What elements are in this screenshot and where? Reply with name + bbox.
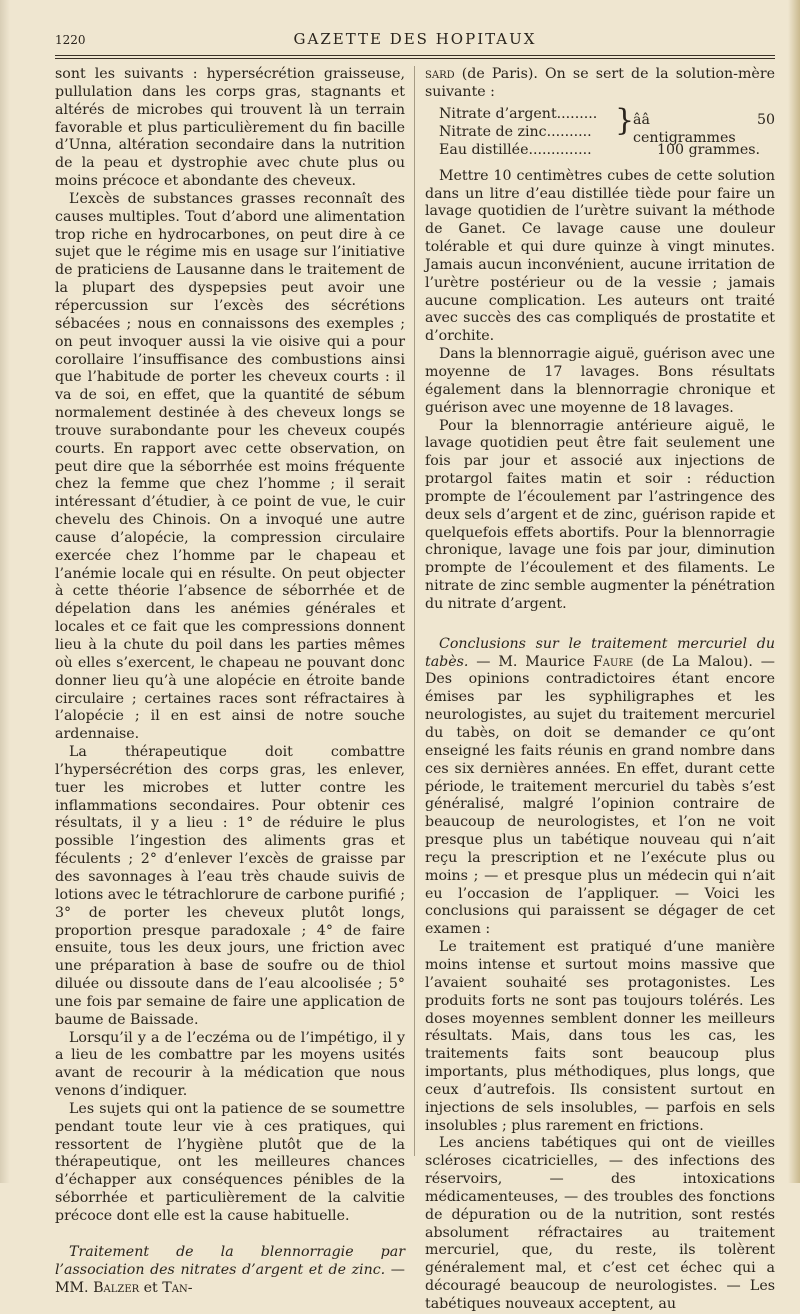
right-paragraph-3: Pour la blennorragie antérieure aiguë, le lavage quotidien peut être fait seulement une fois par jour et associé aux injections de protargol faites matin et soir : réduction prompte de l’écoulement par l’astringence des deux sels d’argent et de zinc, guérison rapide et quelquefois effets abortifs. Pour la blennorragie chronique, lavage une fois par jour, diminution prompte de l’écoulement et des filaments. Le nitrate de zinc semble augmenter la pénétration du nitrate d’argent. [425,417,775,612]
header-rule-bottom [55,58,775,59]
author-faure: Faure [592,653,634,670]
right-paragraph-0-text: (de Paris). On se sert de la solution-mère suivante : [425,66,775,100]
author-balzer: Balzer [93,1279,140,1296]
page-edge-right [788,0,800,1183]
right-paragraph-4: Le traitement est pratiqué d’une manière moins intense et surtout moins massive que l’avaient souhaité ses protagonistes. Les produits forts ne sont pas toujours tolérés. Les doses moyennes semblent donner les meilleurs résultats. Mais, dans tous les cas, les traitements faits sont beaucoup plus importants, plus méthodiques, plus longs, que ceux d’autrefois. Ils consistent surtout en injections de sels insolubles, — parfois en sels insolubles ; plus rarement en frictions. [425,939,775,1134]
author-tansard-rest: sard [425,66,455,82]
left-paragraph-3: La thérapeutique doit combattre l’hypersécrétion des corps gras, les enlever, tuer les microbes et lutter contre les inflammations secondaires. Pour obtenir ces résultats, il y a lieu : 1° de réduire le plus possible l’ingestion des aliments gras et féculents ; 2° d’enlever l’excès de graisse par des savonnages à l’eau très chaude suivis de lotions avec le tétrachlorure de carbone purifié ; 3° de porter les cheveux plutôt longs, proportion presque paradoxale ; 4° de faire ensuite, tous les deux jours, une friction avec une préparation à base de soufre ou de thiol diluée ou dissoute dans de l’eau alcoolisée ; 5° une fois par semaine de faire une application de baume de Baissade. [55,744,405,1028]
article-authors-lead: — MM. [55,1261,405,1296]
left-column [55,66,405,1297]
formula-line-silver-nitrate: Nitrate d’argent......... [439,105,598,122]
article-title: Traitement de la blennorragie par l’association des nitrates d’argent et de zinc. [55,1243,405,1278]
section-gap [55,1226,405,1244]
article2-body: (de La Malou). — Des opinions contradictoires étant encore émises par les syphiligraphes et les neurologistes, au sujet du traitement mercuriel du tabès, on doit se demander ce qu’ont enseigné les faits réunis en grand nombre dans ces six dernières années. En effet, durant cette période, le traitement mercuriel du tabès s’est généralisé, malgré l’opinion contraire de beaucoup de neurologistes, et l’on ne voit presque plus un tabétique nouveau qui n’ait reçu la prescription et ne l’exécute plus ou moins ; — et presque plus un médecin qui n’ait eu l’occasion de l’appliquer. — Voici les conclusions qui paraissent se dégager de cet examen : [425,653,775,938]
article2-title: Conclusions sur le traitement mercuriel du tabès. [425,635,775,670]
article2-lead: — M. Maurice [468,653,593,670]
page-header [55,30,775,52]
header-rule-top [55,55,775,56]
page-number: 1220 [55,33,86,47]
right-column [425,66,775,1314]
formula-line-zinc-nitrate: Nitrate de zinc.......... [439,123,592,140]
author-join: et [139,1279,163,1296]
section-gap-2 [425,614,775,636]
article-heading-blennorragie [55,1244,405,1298]
article-heading-tabes [425,636,775,939]
prescription-formula [425,104,775,162]
formula-dose-water: 100 grammes. [657,141,761,158]
formula-brace: } [615,102,635,138]
formula-line-distilled-water: Eau distillée.............. [439,141,592,158]
right-paragraph-5: Les anciens tabétiques qui ont de vieilles scléroses cicatricielles, — des infections des réservoirs, — des intoxications médicamenteuses, — des troubles des fonctions de dépuration ou de la nutrition, sont restés absolument réfractaires au traitement mercuriel, que, du reste, ils tolèrent généralement mal, et c’est cet échec qui a découragé beaucoup de neurologistes. — Les tabétiques nouveaux acceptent, au [425,1135,775,1312]
right-paragraph-2: Dans la blennorragie aiguë, guérison avec une moyenne de 17 lavages. Bons résultats également dans la blennorragie chronique et guérison avec une moyenne de 18 lavages. [425,346,775,416]
column-divider [414,66,415,1156]
left-paragraph-4: Lorsqu’il y a de l’eczéma ou de l’impétigo, il y a lieu de les combattre par les moyens usités avant de recourir à la médication que nous venons d’indiquer. [55,1029,405,1100]
left-paragraph-2: L’excès de substances grasses reconnaît des causes multiples. Tout d’abord une alimentation trop riche en hydrocarbones, on peut dire à ce sujet que le régime mis en usage sur l’initiative de praticiens de Lausanne dans le traitement de la plupart des dyspepsies peut avoir une répercussion sur l’excès des sécrétions sébacées ; nous en connaissons des exemples ; on peut invoquer aussi la vie oisive qui a pour corollaire l’insuffisance des combustions ainsi que l’habitude de porter les cheveux courts : il va de soi, en effet, que la quantité de sébum normalement destinée à des cheveux longs se trouve surabondante pour les cheveux coupés courts. En rapport avec cette observation, on peut dire que la séborrhée est moins fréquente chez la femme que chez l’homme ; il serait intéressant d’étudier, à ce point de vue, le cuir chevelu des Chinois. On a invoqué une autre cause d’alopécie, la compression circulaire exercée chez l’homme par le chapeau et l’anémie locale qui en résulte. On peut objecter à cette théorie l’absence de séborrhée et de dépelation dans les anémies générales et locales et ce fait que les compressions donnent lieu à la chute du poil dans les parties mêmes où elles s’exercent, le chapeau ne pouvant donc donner lieu qu’à une alopécie en étroite bande circulaire ; certaines races sont réfractaires à l’alopécie ; il en est ainsi de notre souche ardennaise. [55,190,405,743]
journal-title: GAZETTE DES HOPITAUX [293,30,537,48]
right-paragraph-0 [425,66,775,102]
formula-dose-shared: ââ 50 centigrammes [633,111,775,146]
author-tansard-part: Tan- [162,1279,193,1296]
left-paragraph-5: Les sujets qui ont la patience de se soumettre pendant toute leur vie à ces pratiques, qui ressortent de l’hygiène plutôt que de la thérapeutique, ont les meilleures chances d’échapper aux conséquences pénibles de la séborrhée et particulièrement de la calvitie précoce dont elle est la cause habituelle. [55,1100,405,1224]
left-paragraph-1: sont les suivants : hypersécrétion graisseuse, pullulation dans les corps gras, stagnants et altérés de microbes qui trouvent là un terrain favorable et plus particulièrement du fin bacille d’Unna, altération secondaire dans la nutrition de la peau et dystrophie avec chute plus ou moins précoce et abondante des cheveux. [55,66,405,190]
right-paragraph-1: Mettre 10 centimètres cubes de cette solution dans un litre d’eau distillée tiède pour faire un lavage quotidien de l’urètre suivant la méthode de Ganet. Ce lavage cause une douleur tolérable et qui dure quinze à vingt minutes. Jamais aucun inconvénient, aucune irritation de l’urètre postérieur ou de la vessie ; jamais aucune complication. Les auteurs ont traité avec succès des cas compliqués de prostatite et d’orchite. [425,167,775,345]
page-edge-left [0,0,10,1183]
